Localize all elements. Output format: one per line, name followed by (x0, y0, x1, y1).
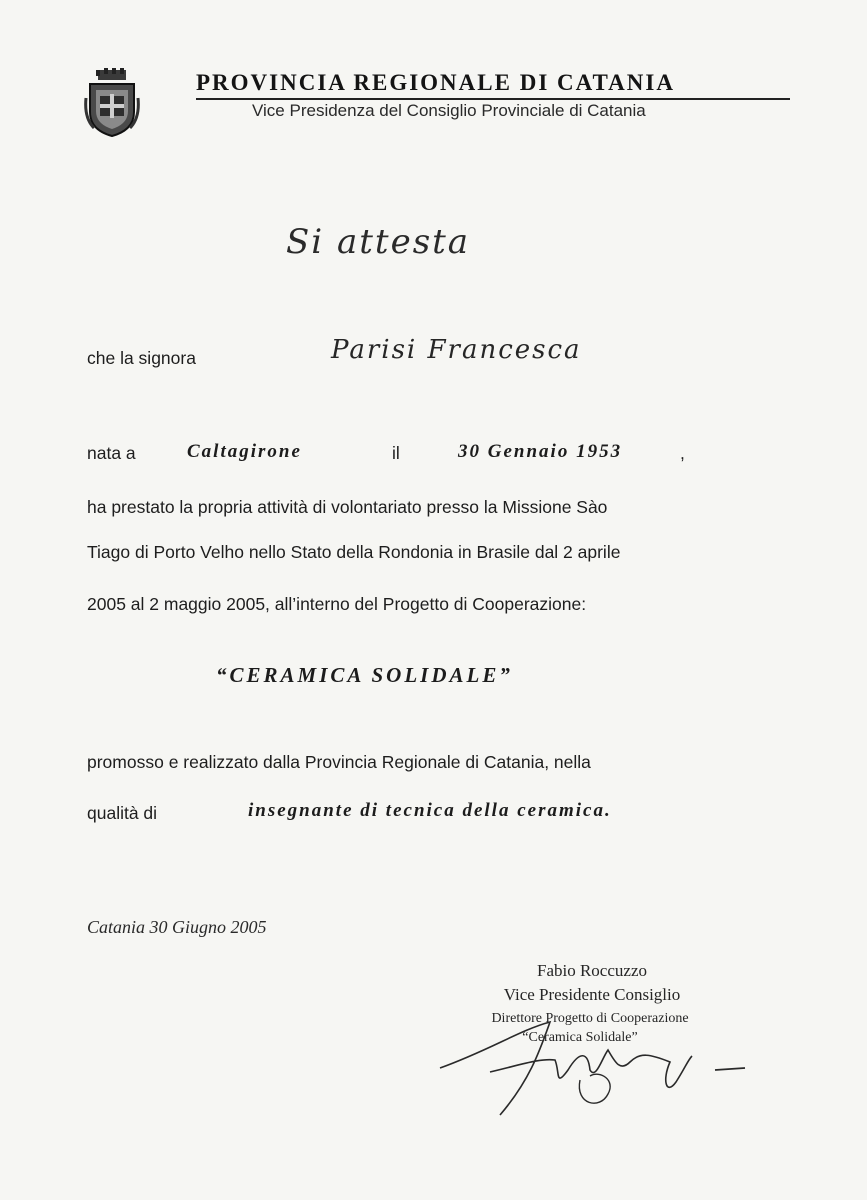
institution-title: PROVINCIA REGIONALE DI CATANIA (196, 70, 675, 95)
role-text: insegnante di tecnica della ceramica. (248, 800, 612, 821)
body-line-1: ha prestato la propria attività di volontariato presso la Missione Sào (87, 497, 608, 517)
signer-role: Direttore Progetto di Cooperazione (491, 1011, 689, 1026)
signora-label: che la signora (87, 348, 196, 368)
institution-subtitle: Vice Presidenza del Consiglio Provinciale di Catania (252, 101, 646, 120)
birthplace: Caltagirone (187, 441, 302, 462)
promoted-line: promosso e realizzato dalla Provincia Regionale di Catania, nella (87, 752, 591, 772)
project-name: “CERAMICA SOLIDALE” (216, 663, 513, 687)
body-line-2: Tiago di Porto Velho nello Stato della Rondonia in Brasile dal 2 aprile (87, 542, 621, 562)
signer-name: Fabio Roccuzzo (537, 961, 647, 980)
signer-title: Vice Presidente Consiglio (503, 985, 681, 1004)
born-label: nata a (87, 443, 136, 463)
coat-of-arms-icon (84, 68, 140, 138)
body-line-3: 2005 al 2 maggio 2005, all’interno del Progetto di Cooperazione: (87, 594, 587, 614)
birthdate: 30 Gennaio 1953 (458, 441, 623, 462)
place-date: Catania 30 Giugno 2005 (87, 917, 267, 937)
handwritten-signature (430, 1010, 750, 1120)
role-label: qualità di (87, 803, 158, 823)
il-label: il (392, 443, 400, 463)
certificate-heading: Si attesta (286, 222, 471, 262)
person-name: Parisi Francesca (331, 335, 582, 365)
signer-project: “Ceramica Solidale” (522, 1030, 638, 1045)
header-rule (196, 98, 790, 100)
birthdate-comma: , (680, 443, 685, 463)
